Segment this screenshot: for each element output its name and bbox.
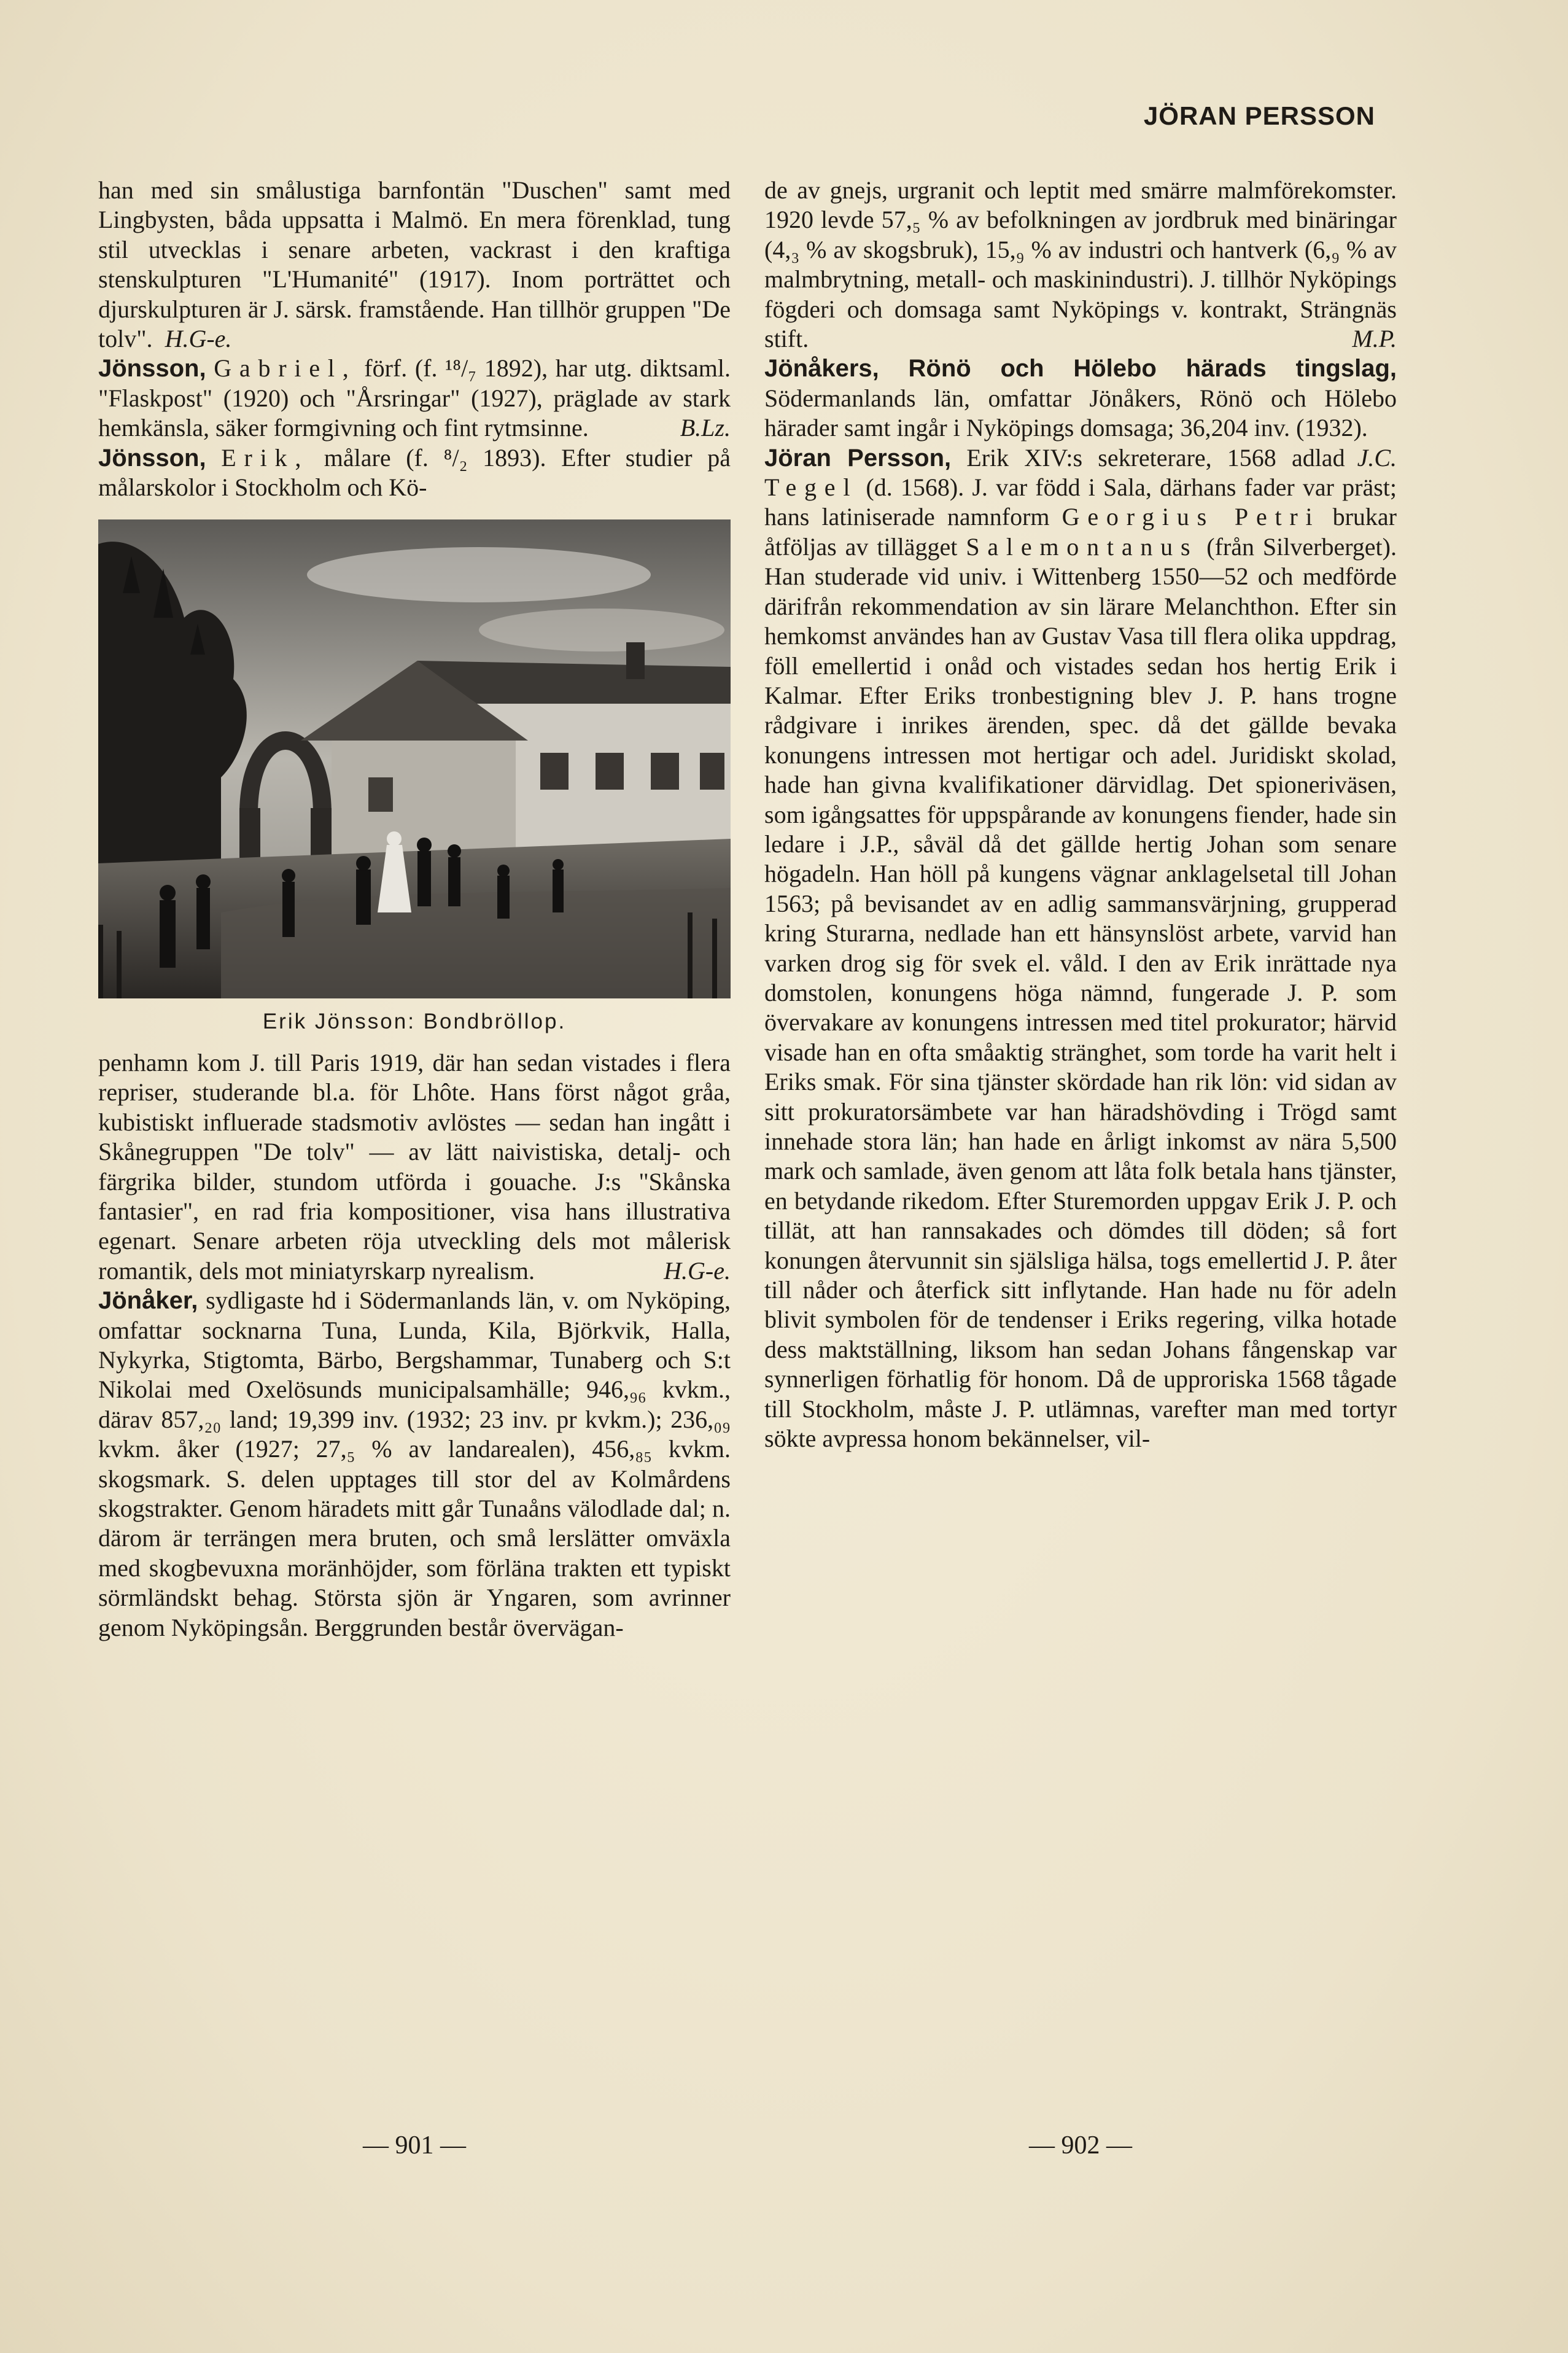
author-signature: J.C. [1357, 443, 1397, 472]
running-head: JÖRAN PERSSON [1143, 101, 1375, 130]
body-text: penhamn kom J. till Paris 1919, där han sedan vistades i flera repriser, studerande bl.a. för Lhôte. Hans först något gråa, kubistiskt influerade stadsmotiv avlöstes — sedan han ingått i Skånegruppen "De tolv" — av lätt naivistiska, detalj- och färgrika bilder, stundom utförda i gouache. J:s "Skånska fantasier", en rad fria kompositioner, visa hans illustrativa egenart. Senare arbeten röja utveckling dels mot målerisk romantik, dels mot miniatyrskarp nyrealism. [98, 1048, 731, 1285]
left-column [98, 176, 731, 1643]
entry-text: målare (f. ⁸/₂ 1893). Efter studier på målarskolor i Stockholm och Kö- [98, 443, 731, 502]
paragraph [98, 1048, 731, 1286]
entry-text: (d. 1568). J. var född i Sala, därhans fader var präst; hans latiniserade namnform [764, 473, 1397, 531]
paragraph [764, 176, 1397, 354]
spaced-name: Gabriel, [214, 354, 357, 383]
entry-text: sydligaste hd i Södermanlands län, v. om Nyköping, omfattar socknarna Tuna, Lunda, Kila, Björkvik, Halla, Nykyrka, Stigtomta, Bärbo, Bergshammar, Tunaberg och S:t Nikolai med Oxelösunds municipalsamhälle; 946,₉₆ kvkm., därav 857,₂₀ land; 19,399 inv. (1932; 23 inv. pr kvkm.); 236,₀₉ kvkm. åker (1927; 27,₅ % av landarealen), 456,₈₅ kvkm. skogsmark. S. delen upptages till stor del av Kolmårdens skogstrakter. Genom häradets mitt går Tunaåns välodlade dal; n. därom är terrängen mera bruten, och små lerslätter omväxla med skogbevuxna moränhöjder, som förläna trakten ett typiskt sörmländskt behag. Största sjön är Yngaren, som avrinner genom Nyköpingsån. Berggrunden består övervägan- [98, 1286, 731, 1641]
paragraph [98, 176, 731, 354]
entry-text: brukar åtföljas av tillägget [764, 503, 1397, 561]
entry-jonaker [98, 1286, 731, 1643]
spaced-name: Salemontanus [966, 532, 1198, 561]
body-text: han med sin smålustiga barnfontän "Duschen" samt med Lingbysten, båda uppsatta i Malmö. En mera förenklad, tung stil utvecklas i senare arbeten, vackrast i den kraftiga stenskulpturen "L'Humanité" (1917). Inom porträttet och djurskulpturen är J. särsk. framstående. Han tillhör gruppen "De tolv". [98, 176, 731, 353]
author-signature: M.P. [1352, 325, 1397, 353]
entry-text: förf. (f. ¹⁸/₇ 1892), har utg. diktsaml. "Flaskpost" (1920) och "Årsringar" (1927), präglade av stark hemkänsla, säker formgivning och fint rytmsinne. [98, 354, 731, 442]
figure [98, 519, 731, 1036]
entry-joran-persson [764, 443, 1397, 1454]
painting-image [98, 519, 731, 998]
entry-text: (från Silverberget). Han studerade vid univ. i Wittenberg 1550—52 och medförde därifrån rekommendation av sin lärare Melanchthon. Efter sin hemkomst användes han av Gustav Vasa till flera olika uppdrag, föll emellertid i onåd och vistades sedan hos hertig Erik i Kalmar. Efter Eriks tronbestigning blev J. P. hans trogne rådgivare i inrikes ärenden, spec. då det gällde bevaka konungens intressen mot hertigar och adel. Juridiskt skolad, hade han givna kvalifikationer därvidlag. Det spioneriväsen, som igångsattes för uppspårande av konungens fiender, hade sin ledare i J.P., såväl då det gällde hertig Johan som senare högadeln. Han höll på kungens vägnar anklagelsetal till Johan 1563; på bevisandet av en adlig sammansvärjning, grupperad kring Sturarna, nedlade han ett hänsynslöst arbete, varvid han varken drog sig för svek el. våld. I den av Erik inrättade nya domstolen, konungens höga nämnd, fungerade J. P. som övervakare av konungens intressen med titel prokurator; härvid visade han en ofta småaktig stränghet, som torde ha varit helt i Eriks smak. För sina tjänster skördade han rik lön: vid sidan av sitt prokuratorsämbete var han häradshövding i Trögd samt innehade stora län; han hade en årligt inkomst av nära 5,500 mark och samlade, även genom att låta folk betala hans tjänster, en betydande rikedom. Efter Sturemorden uppgav Erik J. P. och tillät, att han rannsakades och dömdes till döden; så fort konungen återvunnit sin själsliga hälsa, togs emellertid J. P. åter till nåder och återfick sitt inflytande. Han hade nu för adeln blivit symbolen för de tendenser i Eriks regering, vilka hotade dess maktställning, liksom han sedan Johans fångenskap var synnerligen förhatlig för honom. Då de upproriska 1568 tågade till Stockholm, måste J. P. utlämnas, varefter man med tortyr sökte avpressa honom bekännelser, vil- [764, 532, 1397, 1453]
headword: Jönsson, [98, 355, 206, 383]
author-signature: B.Lz. [680, 414, 731, 442]
body-text: de av gnejs, urgranit och leptit med smärre malmförekomster. 1920 levde 57,₅ % av befolkningen av jordbruk med binäringar (4,₃ % av skogsbruk), 15,₉ % av industri och hantverk (6,₉ % av malmbrytning, metall- och maskinindustri). J. tillhör Nyköpings fögderi och domsaga samt Nyköpings v. kontrakt, Strängnäs stift. [764, 176, 1397, 353]
spaced-name: Erik, [221, 443, 309, 472]
right-column [764, 176, 1397, 1453]
page-number-left: — 901 — [363, 2131, 466, 2160]
headword: Jöran Persson, [764, 444, 952, 472]
headword: Jönåkers, Rönö och Hölebo härads tingslag, [764, 355, 1397, 383]
entry-jonsson-erik [98, 443, 731, 503]
author-signature: H.G-e. [165, 325, 232, 353]
headword: Jönsson, [98, 444, 206, 472]
page-number-right: — 902 — [1029, 2131, 1132, 2160]
figure-caption: Erik Jönsson: Bondbröllop. [262, 1009, 567, 1034]
entry-text: Erik XIV:s sekreterare, 1568 adlad [966, 443, 1345, 472]
entry-text: Södermanlands län, omfattar Jönåkers, Rönö och Hölebo härader samt ingår i Nyköpings domsaga; 36,204 inv. (1932). [764, 384, 1397, 442]
entry-jonsson-gabriel [98, 354, 731, 443]
spaced-name: Georgius Petri [1062, 503, 1321, 531]
headword: Jönåker, [98, 1287, 198, 1315]
spaced-name: Tegel [764, 473, 858, 502]
author-signature: H.G-e. [664, 1256, 731, 1285]
